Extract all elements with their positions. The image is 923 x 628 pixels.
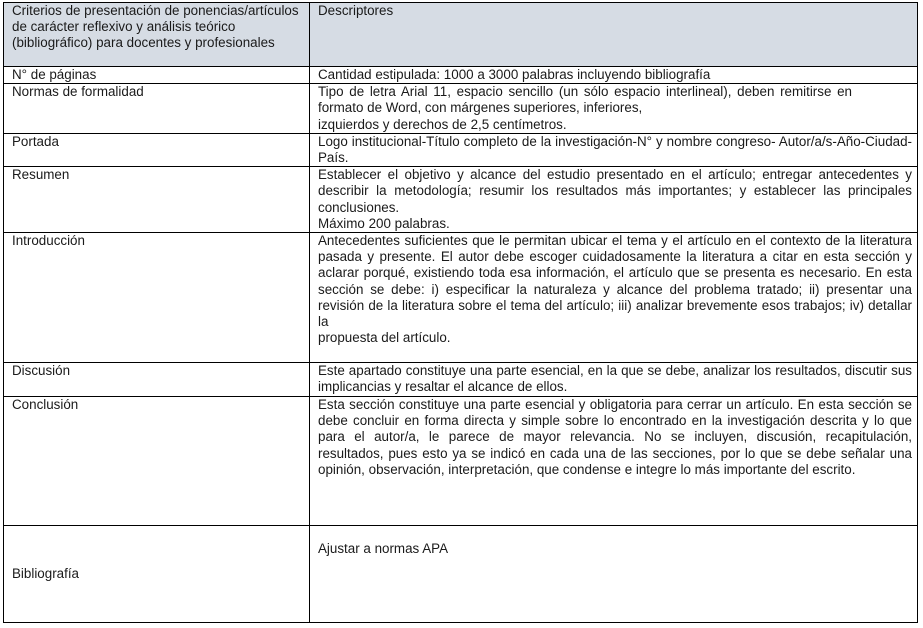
table-header-row [4,3,918,67]
row-criterion: Discusión [4,363,310,397]
table-row [4,67,918,84]
descriptor-text: izquierdos y derechos de 2,5 centímetros. [318,116,567,132]
descriptor-text: Tipo de letra Arial 11, espacio sencillo (un sólo espacio interlineal), deben remitirse en formato de Word, con márgenes superiores, inferiores, [318,84,852,116]
descriptor-text: Cantidad estipulada: 1000 a 3000 palabras incluyendo bibliografía [318,67,711,82]
row-descriptor [310,167,918,233]
table-row [4,363,918,397]
row-criterion: N° de páginas [4,67,310,84]
row-criterion: Bibliografía [4,526,310,623]
table-row [4,526,918,623]
row-descriptor [310,397,918,526]
descriptor-text: Este apartado constituye una parte esencial, en la que se debe, analizar los resultados, discutir sus implicancias y resaltar el alcance de ellos. [318,363,912,395]
row-descriptor [310,67,918,84]
row-descriptor [310,84,918,134]
table-row [4,167,918,233]
criteria-table [3,2,918,623]
descriptor-text: Logo institucional-Título completo de la investigación-N° y nombre congreso- Autor/a/s-Año-Ciudad-País. [318,133,912,166]
descriptor-text: Antecedentes suficientes que le permitan ubicar el tema y el artículo en el contexto de la literatura pasada y presente. El autor debe escoger cuidadosamente la literatura a citar en esta sección y aclarar porqué, existiendo toda esa información, el artículo que se presenta es necesario. En esta sección se debe: i) especificar la naturaleza y alcance del problema tratado; ii) presentar una revisión de la literatura sobre el tema del artículo; iii) analizar brevemente esos trabajos; iv) detallar la [318,233,912,330]
descriptor-text: Máximo 200 palabras. [318,215,450,231]
row-criterion: Normas de formalidad [4,84,310,134]
descriptor-text: Esta sección constituye una parte esencial y obligatoria para cerrar un artículo. En esta sección se debe concluir en forma directa y simple sobre lo encontrado en la investigación descrita y lo que para el autor/a, le parece de mayor relevancia. No se incluyen, discusión, recapitulación, resultados, pues esto ya se indicó en cada una de las secciones, por lo que se debe señalar una opinión, observación, interpretación, que condense e integre lo más importante del escrito. [318,397,912,477]
table-row [4,133,918,166]
descriptor-text: Ajustar a normas APA [318,541,448,557]
row-descriptor [310,233,918,363]
table-row [4,233,918,363]
row-criterion: Resumen [4,167,310,233]
row-criterion: Portada [4,133,310,166]
row-descriptor [310,526,918,623]
row-descriptor [310,363,918,397]
descriptor-text: Establecer el objetivo y alcance del estudio presentado en el artículo; entregar antecedentes y describir la metodología; resumir los resultados más importantes; y establecer las principales conclusiones. [318,167,912,215]
row-criterion: Introducción [4,233,310,363]
table-row [4,84,918,134]
header-descriptors: Descriptores [310,3,918,67]
table-row [4,397,918,526]
row-criterion: Conclusión [4,397,310,526]
descriptor-text: propuesta del artículo. [318,330,451,346]
row-descriptor [310,133,918,166]
header-criteria: Criterios de presentación de ponencias/artículos de carácter reflexivo y análisis teórico (bibliográfico) para docentes y profesionales [4,3,310,67]
